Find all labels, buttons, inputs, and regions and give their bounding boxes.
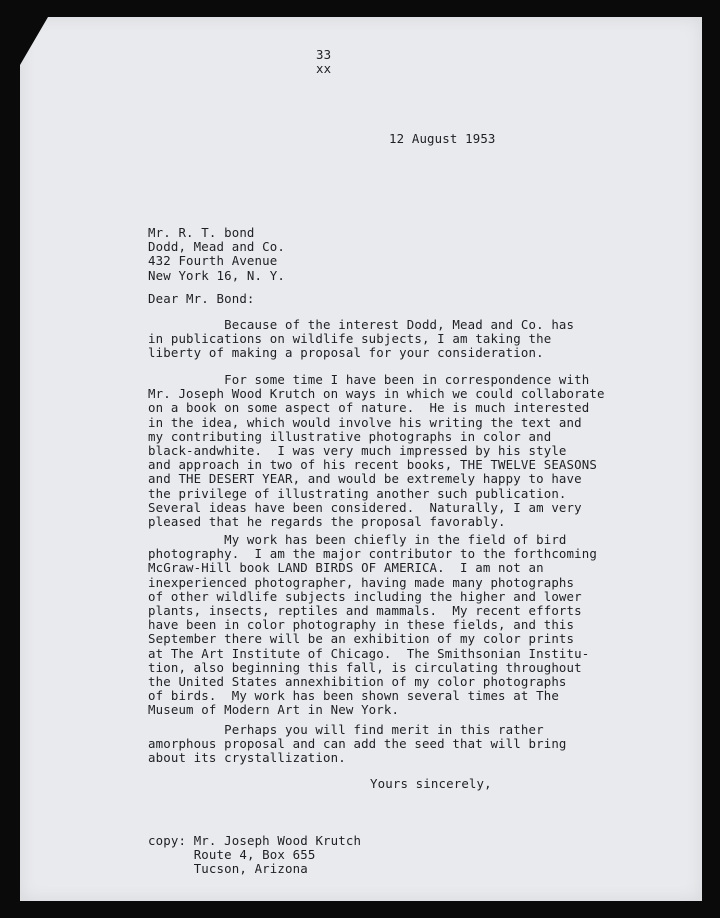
page-number: 33 xx [316,47,332,77]
closing: Yours sincerely, [370,776,492,791]
copy-line: Mr. Joseph Wood Krutch [193,833,362,848]
address-line: 432 Fourth Avenue [148,253,278,269]
copy-line: Route 4, Box 655 [193,847,316,863]
recipient-address [148,226,285,283]
copy-label: copy: [148,833,187,848]
copy-notation [148,834,361,877]
letter-date: 12 August 1953 [389,131,496,146]
paragraph-1: Because of the interest Dodd, Mead and Co. has in publications on wildlife subjects, I am taking the liberty of making a proposal for your consideration. [148,317,575,361]
address-line: Mr. R. T. bond [148,225,255,240]
address-line: Dodd, Mead and Co. [148,239,285,255]
salutation: Dear Mr. Bond: [148,291,255,306]
address-line: New York 16, N. Y. [148,267,285,283]
paragraph-2: For some time I have been in correspondence with Mr. Joseph Wood Krutch on ways in which we could collaborate on a book on some aspect of nature. He is much interested in the idea, which would involve his writing the text and my contributing illustrative photographs in color and black-andwhite. I was very much impressed by his style and approach in two of his recent books, THE TWELVE SEASONS and THE DESERT YEAR, and would be extremely happy to have the privilege of illustrating another such publication. Several ideas have been considered. Naturally, I am very pleased that he regards the proposal favorably. [148,372,605,530]
paragraph-3: My work has been chiefly in the field of bird photography. I am the major contributor to the forthcoming McGraw-Hill book LAND BIRDS OF AMERICA. I am not an inexperienced photographer, having made many photographs of other wildlife subjects including the higher and lower plants, insects, reptiles and mammals. My recent efforts have been in color photography in these fields, and this September there will be an exhibition of my color prints at The Art Institute of Chicago. The Smithsonian Institu- tion, also beginning this fall, is circulating throughout the United States annexhibition of my color photographs of birds. My work has been shown several times at The Museum of Modern Art in New York. [148,532,597,718]
paragraph-4: Perhaps you will find merit in this rather amorphous proposal and can add the seed that will bring about its crystallization. [148,722,567,766]
page-corner-fold [20,17,48,65]
copy-line: Tucson, Arizona [193,861,308,877]
